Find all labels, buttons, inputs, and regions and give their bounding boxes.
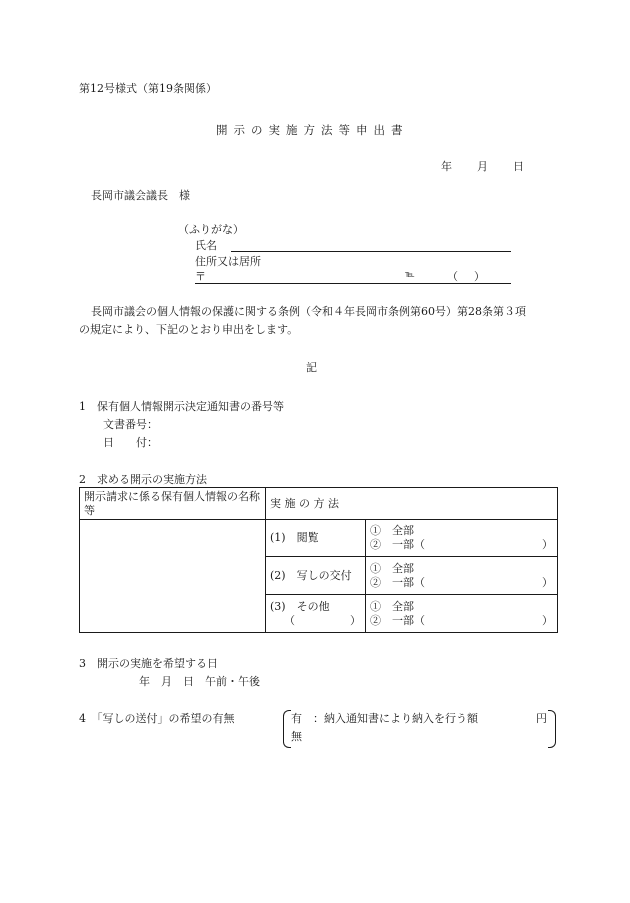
address-label: 住所又は居所 [195, 255, 261, 268]
method-view: (1) 閲覧 [266, 520, 366, 557]
method-other: (3) その他 [270, 599, 330, 613]
option-cell-copy [366, 557, 558, 595]
other-paren-close: ） [350, 613, 361, 627]
method-other-cell [266, 595, 366, 633]
name-label: 氏名 [195, 239, 217, 252]
method-copy: (2) 写しの交付 [266, 557, 366, 595]
option-part-view[interactable]: ② 一部（ [370, 538, 425, 551]
doc-number-label: 文書番号： [103, 418, 158, 431]
option-cell-view [366, 520, 558, 557]
section2-heading: 2 求める開示の実施方法 [79, 473, 207, 486]
section4-heading: 4 「写しの送付」の希望の有無 [79, 712, 235, 725]
option-all-copy[interactable]: ① 全部 [370, 561, 414, 575]
tel-paren-close: ） [474, 270, 485, 283]
option-all-view[interactable]: ① 全部 [370, 524, 414, 538]
option-all-other[interactable]: ① 全部 [370, 599, 414, 613]
right-bracket [548, 710, 556, 748]
option-part-close-copy: ） [542, 575, 553, 589]
date-year: 年 [441, 160, 452, 173]
option-part-other[interactable]: ② 一部（ [370, 613, 425, 627]
desired-date-line: 年 月 日 午前・午後 [139, 675, 260, 688]
copy-send-yes[interactable]: 有 ：納入通知書により納入を行う額 [291, 712, 478, 725]
option-part-copy[interactable]: ② 一部（ [370, 575, 425, 589]
option-part-close-other: ） [542, 613, 553, 627]
col-header-info-name: 開示請求に係る保有個人情報の名称等 [80, 488, 266, 520]
furigana-label: （ふりがな） [178, 223, 244, 236]
info-name-cell[interactable] [80, 520, 266, 633]
name-field[interactable] [231, 251, 511, 252]
statement-line-1: 長岡市議会の個人情報の保護に関する条例（令和４年長岡市条例第60号）第28条第３項 [91, 305, 526, 318]
statement-line-2: の規定により、下記のとおり申出をします。 [79, 323, 299, 336]
yen-label: 円 [536, 712, 547, 725]
address-field[interactable] [195, 283, 511, 284]
tel-paren-open: （ [447, 270, 458, 283]
ki-label: 記 [306, 361, 317, 374]
notice-date-label: 日 付： [103, 436, 158, 449]
postal-mark: 〒 [195, 270, 206, 283]
left-bracket [283, 710, 291, 748]
copy-send-no[interactable]: 無 [291, 730, 302, 743]
method-table [79, 487, 558, 633]
option-cell-other [366, 595, 558, 633]
tel-label: ℡ [405, 270, 415, 280]
form-number: 第12号様式（第19条関係） [79, 82, 217, 95]
section1-heading: 1 保有個人情報開示決定通知書の番号等 [79, 400, 284, 413]
date-month: 月 [477, 160, 488, 173]
addressee: 長岡市議会議長 様 [91, 189, 190, 202]
document-title: 開示の実施方法等申出書 [216, 123, 409, 137]
col-header-method: 実 施 の 方 法 [266, 488, 558, 520]
section3-heading: 3 開示の実施を希望する日 [79, 657, 218, 670]
option-part-close-view: ） [542, 538, 553, 551]
other-paren-open: （ [284, 613, 295, 627]
date-day: 日 [513, 160, 524, 173]
